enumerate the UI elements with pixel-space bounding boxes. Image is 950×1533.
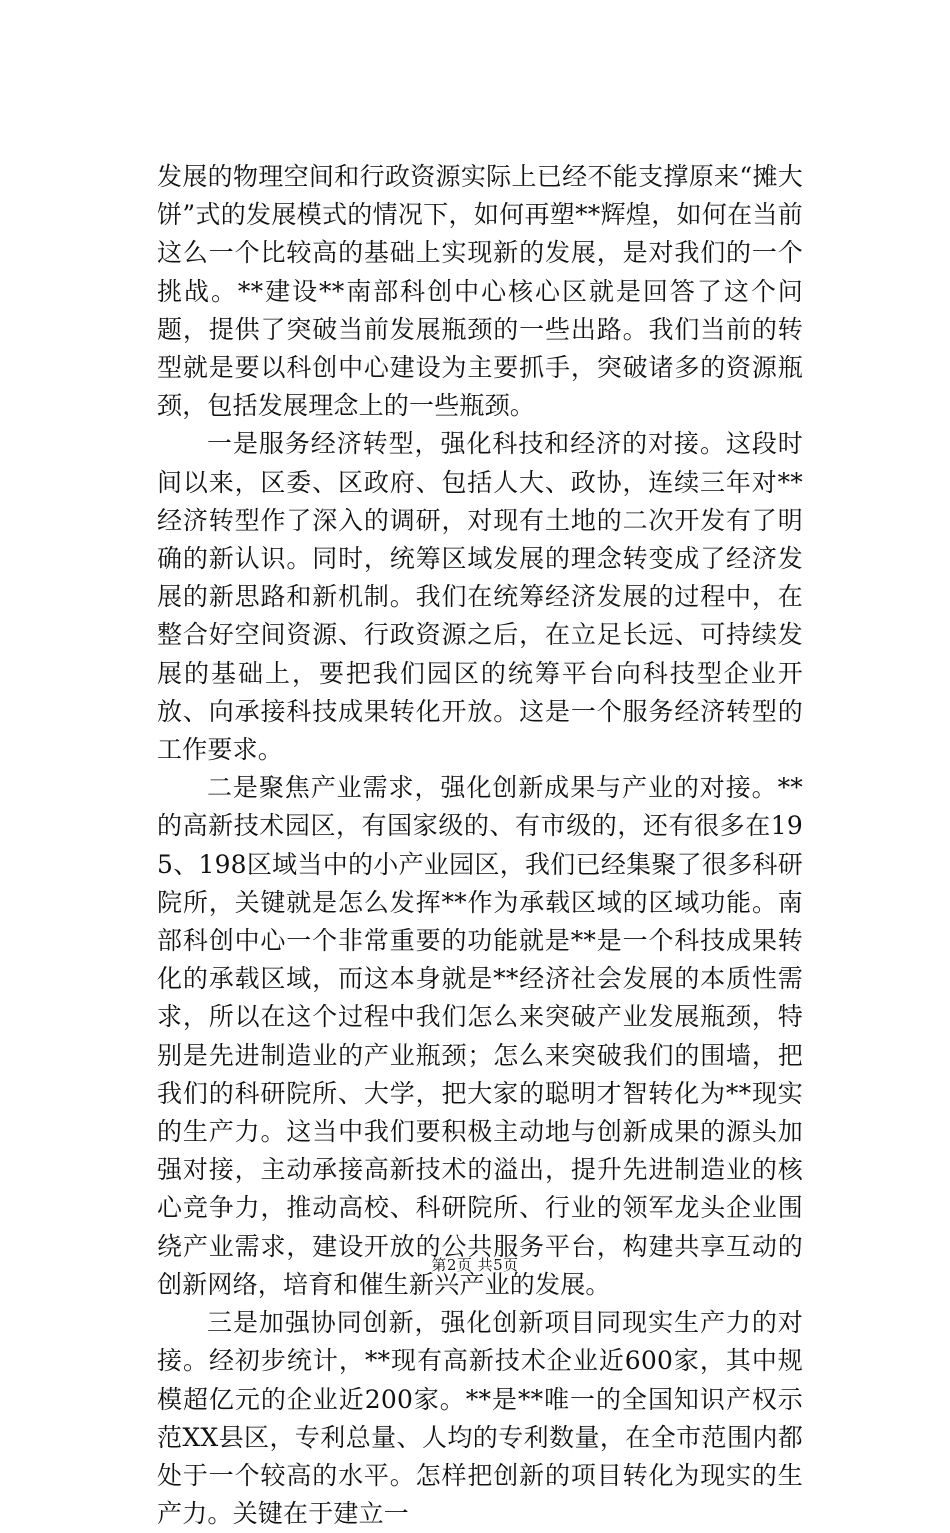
document-body (157, 158, 803, 1533)
paragraph-service-economy: 一是服务经济转型，强化科技和经济的对接。这段时间以来，区委、区政府、包括人大、政协，连续三年对**经济转型作了深入的调研，对现有土地的二次开发有了明确的新认识。同时，统筹区域发展的理念转变成了经济发展的新思路和新机制。我们在统筹经济发展的过程中，在整合好空间资源、行政资源之后，在立足长远、可持续发展的基础上，要把我们园区的统筹平台向科技型企业开放、向承接科技成果转化开放。这是一个服务经济转型的工作要求。 (157, 429, 803, 765)
page-number-footer: 第2页 共5页 (431, 1256, 519, 1274)
paragraph-industry-demand: 二是聚焦产业需求，强化创新成果与产业的对接。**的高新技术园区，有国家级的、有市级的，还有很多在195、198区域当中的小产业园区，我们已经集聚了很多科研院所，关键就是怎么发挥**作为承载区域的区域功能。南部科创中心一个非常重要的功能就是**是一个科技成果转化的承载区域，而这本身就是**经济社会发展的本质性需求，所以在这个过程中我们怎么来突破产业发展瓶颈，特别是先进制造业的产业瓶颈；怎么来突破我们的围墙，把我们的科研院所、大学，把大家的聪明才智转化为**现实的生产力。这当中我们要积极主动地与创新成果的源头加强对接，主动承接高新技术的溢出，提升先进制造业的核心竞争力，推动高校、科研院所、行业的领军龙头企业围绕产业需求，建设开放的公共服务平台，构建共享互动的创新网络，培育和催生新兴产业的发展。 (157, 773, 803, 1299)
paragraph-continuation: 发展的物理空间和行政资源实际上已经不能支撑原来“摊大饼”式的发展模式的情况下，如何再塑**辉煌，如何在当前这么一个比较高的基础上实现新的发展，是对我们的一个挑战。**建设**南部科创中心核心区就是回答了这个问题，提供了突破当前发展瓶颈的一些出路。我们当前的转型就是要以科创中心建设为主要抓手，突破诸多的资源瓶颈，包括发展理念上的一些瓶颈。 (157, 162, 803, 421)
paragraph-collaborative-innovation: 三是加强协同创新，强化创新项目同现实生产力的对接。经初步统计，**现有高新技术企业近600家，其中规模超亿元的企业近200家。**是**唯一的全国知识产权示范XX县区，专利总量、人均的专利数量，在全市范围内都处于一个较高的水平。怎样把创新的项目转化为现实的生产力。关键在于建立一 (157, 1308, 803, 1529)
